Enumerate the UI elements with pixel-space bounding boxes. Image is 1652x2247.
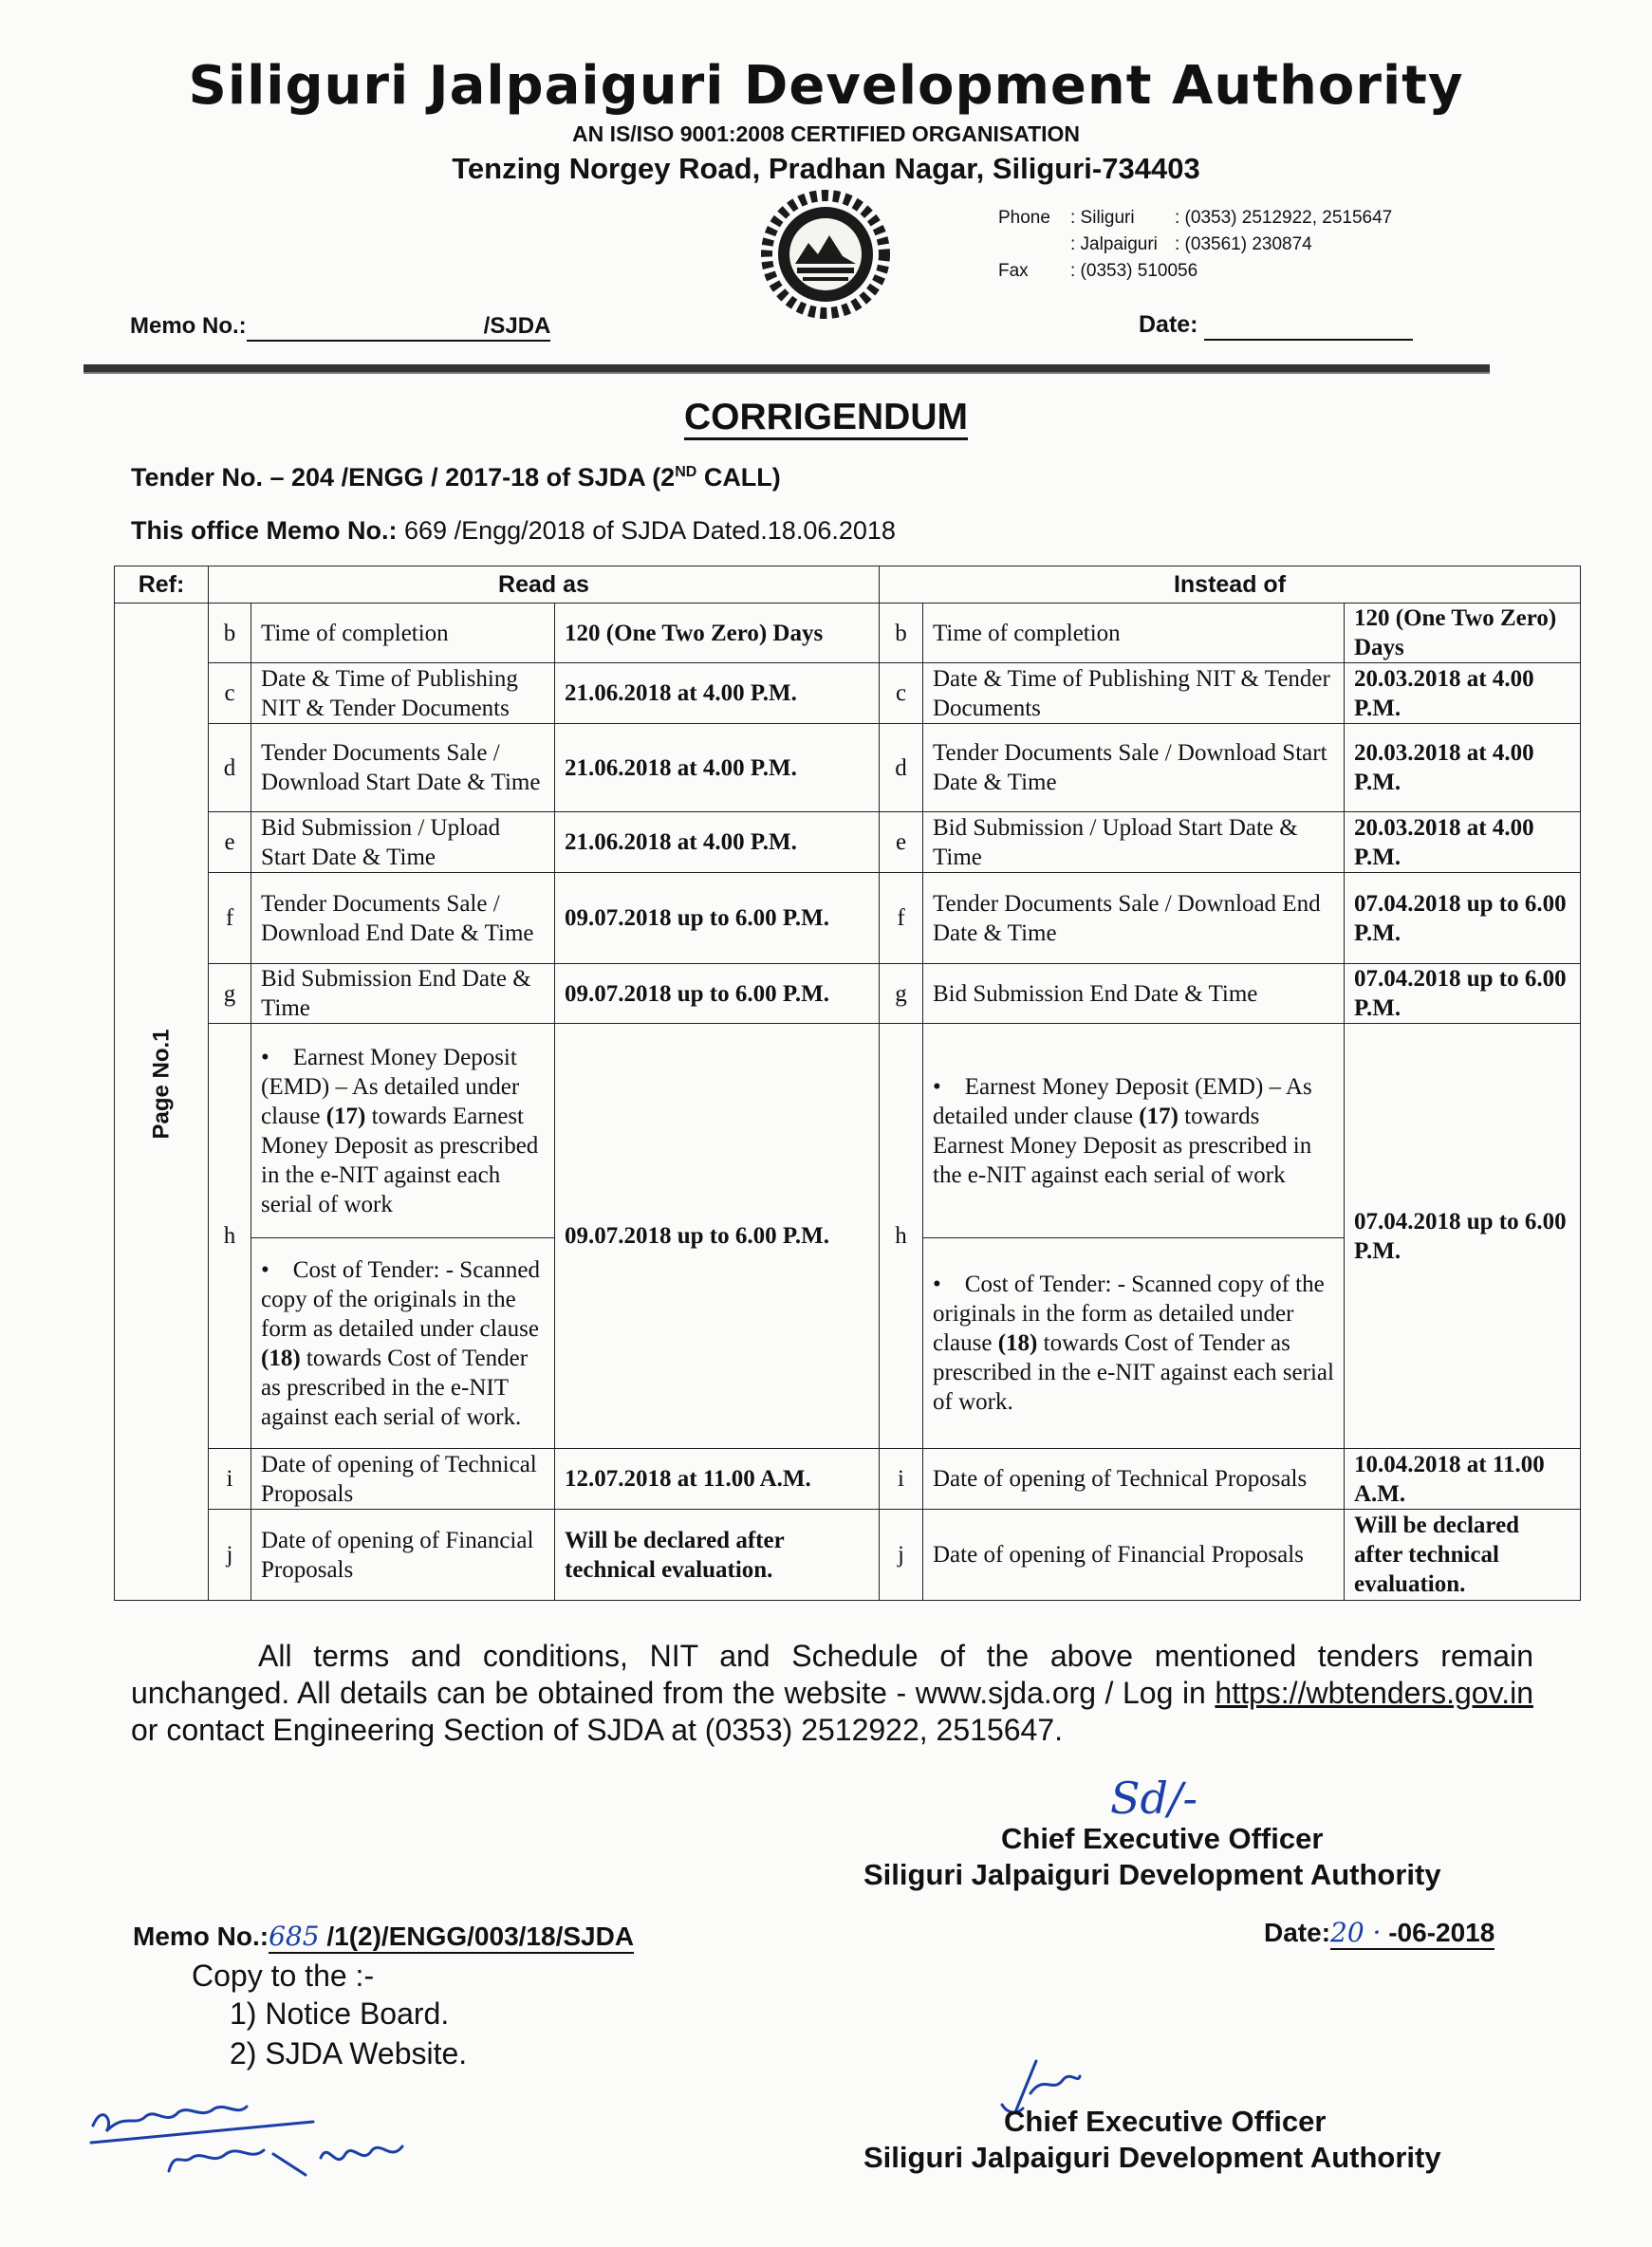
table-row: g Bid Submission End Date & Time 09.07.2018 up to 6.00 P.M. g Bid Submission End Date & Time 07.04.2018 up to 6.00 P.M. (115, 964, 1581, 1024)
table-row: d Tender Documents Sale / Download Start Date & Time 21.06.2018 at 4.00 P.M. d Tender Documents Sale / Download Start Date & Time 20.03.2018 at 4.00 P.M. (115, 724, 1581, 812)
date-2: Date:20 · -06-2018 (1264, 1917, 1495, 1948)
page-number-cell (115, 604, 209, 1601)
ceo-org-2: Siliguri Jalpaiguri Development Authority (863, 2141, 1441, 2174)
memo-label: Memo No.: (130, 313, 247, 339)
fax-number: : (0353) 510056 (1070, 261, 1198, 281)
table-row: j Date of opening of Financial Proposals Will be declared after technical evaluation. j Date of opening of Financial Proposals Will be declared after technical evaluation. (115, 1510, 1581, 1601)
table-row: c Date & Time of Publishing NIT & Tender Documents 21.06.2018 at 4.00 P.M. c Date & Time of Publishing NIT & Tender Documents 20.03.2018 at 4.00 P.M. (115, 663, 1581, 724)
header-ref: Ref: (115, 566, 209, 604)
phone-jalpaiguri-label: : Jalpaiguri (1070, 234, 1158, 254)
table-row: Page No.1 b Time of completion 120 (One Two Zero) Days b Time of completion 120 (One Two Zero) Days (115, 604, 1581, 663)
cost-read-cell: • Cost of Tender: - Scanned copy of the originals in the form as detailed under clause (18) towards Cost of Tender as prescribed in the e-NIT against each serial of work. (251, 1238, 555, 1449)
ceo-title: Chief Executive Officer (1001, 1822, 1324, 1855)
header-read-as: Read as (209, 566, 880, 604)
date-label: Date: (1139, 311, 1198, 338)
contact-block (998, 205, 1392, 285)
memo-line (130, 313, 550, 342)
doc-heading: CORRIGENDUM (0, 397, 1652, 438)
phone-label: Phone (998, 208, 1050, 228)
org-title: Siliguri Jalpaiguri Development Authority (188, 55, 1464, 117)
certification-line: AN IS/ISO 9001:2008 CERTIFIED ORGANISATION (571, 121, 1081, 146)
date-handwritten-day: 20 · (1330, 1917, 1382, 1948)
memo-number-2: Memo No.:685 /1(2)/ENGG/003/18/SJDA (133, 1921, 635, 1952)
header-instead-of: Instead of (880, 566, 1581, 604)
table-row: h • Earnest Money Deposit (EMD) – As detailed under clause (17) towards Earnest Money Deposit as prescribed in the e-NIT against each serial of work 09.07.2018 up to 6.00 P.M. h • Earnest Money Deposit (EMD) – As detailed under clause (17) towards Earnest Money Deposit as prescribed in the e-NIT against each serial of work 07.04.2018 up to 6.00 P.M. (115, 1024, 1581, 1238)
copy-item-notice-board: 1) Notice Board. (230, 1996, 450, 2031)
memo-suffix: /SJDA (484, 313, 551, 342)
page-number: Page No.1 (148, 1028, 175, 1139)
phone-siliguri-label: : Siliguri (1070, 208, 1135, 228)
phone-siliguri: : (0353) 2512922, 2515647 (1175, 208, 1393, 228)
phone-jalpaiguri: : (03561) 230874 (1175, 234, 1312, 254)
header-divider (84, 364, 1490, 374)
copy-to-label: Copy to the :- (192, 1959, 375, 1993)
ceo-org: Siliguri Jalpaiguri Development Authority (863, 1858, 1441, 1891)
handwritten-note-icon (87, 2084, 448, 2188)
wbtenders-link[interactable]: https://wbtenders.gov.in (1215, 1676, 1533, 1710)
corrigendum-table (114, 566, 1581, 1601)
signature-sd: Sd/- (1110, 1773, 1197, 1824)
terms-paragraph: All terms and conditions, NIT and Schedule of the above mentioned tenders remain unchanged. All details can be obtained from the website - www.sjda.org / Log in https://wbtenders.gov.in or contact Engineering Section of SJDA at (0353) 2512922, 2515647. (131, 1639, 1533, 1747)
ceo-title-2: Chief Executive Officer (1004, 2105, 1327, 2138)
table-row: f Tender Documents Sale / Download End Date & Time 09.07.2018 up to 6.00 P.M. f Tender Documents Sale / Download End Date & Time 07.04.2018 up to 6.00 P.M. (115, 873, 1581, 964)
memo-handwritten-number: 685 (269, 1921, 320, 1952)
sjda-emblem-icon (750, 188, 901, 321)
fax-label: Fax (998, 261, 1029, 281)
cost-instead-cell: • Cost of Tender: - Scanned copy of the originals in the form as detailed under clause (18) towards Cost of Tender as prescribed in the e-NIT against each serial of work. (923, 1238, 1345, 1449)
table-row: e Bid Submission / Upload Start Date & Time 21.06.2018 at 4.00 P.M. e Bid Submission / Upload Start Date & Time 20.03.2018 at 4.00 P.M. (115, 812, 1581, 873)
copy-item-website: 2) SJDA Website. (230, 2036, 468, 2071)
table-row: i Date of opening of Technical Proposals 12.07.2018 at 11.00 A.M. i Date of opening of Technical Proposals 10.04.2018 at 11.00 A.M. (115, 1449, 1581, 1510)
table-header-row (115, 566, 1581, 604)
emd-instead-cell: • Earnest Money Deposit (EMD) – As detailed under clause (17) towards Earnest Money Deposit as prescribed in the e-NIT against each serial of work (923, 1024, 1345, 1238)
address-line: Tenzing Norgey Road, Pradhan Nagar, Siliguri-734403 (452, 152, 1200, 185)
emd-read-cell: • Earnest Money Deposit (EMD) – As detailed under clause (17) towards Earnest Money Deposit as prescribed in the e-NIT against each serial of work (251, 1024, 555, 1238)
tender-number: Tender No. – 204 /ENGG / 2017-18 of SJDA (2ND CALL) (131, 463, 781, 492)
office-memo: This office Memo No.: 669 /Engg/2018 of SJDA Dated.18.06.2018 (131, 516, 896, 545)
date-line (1139, 311, 1413, 341)
